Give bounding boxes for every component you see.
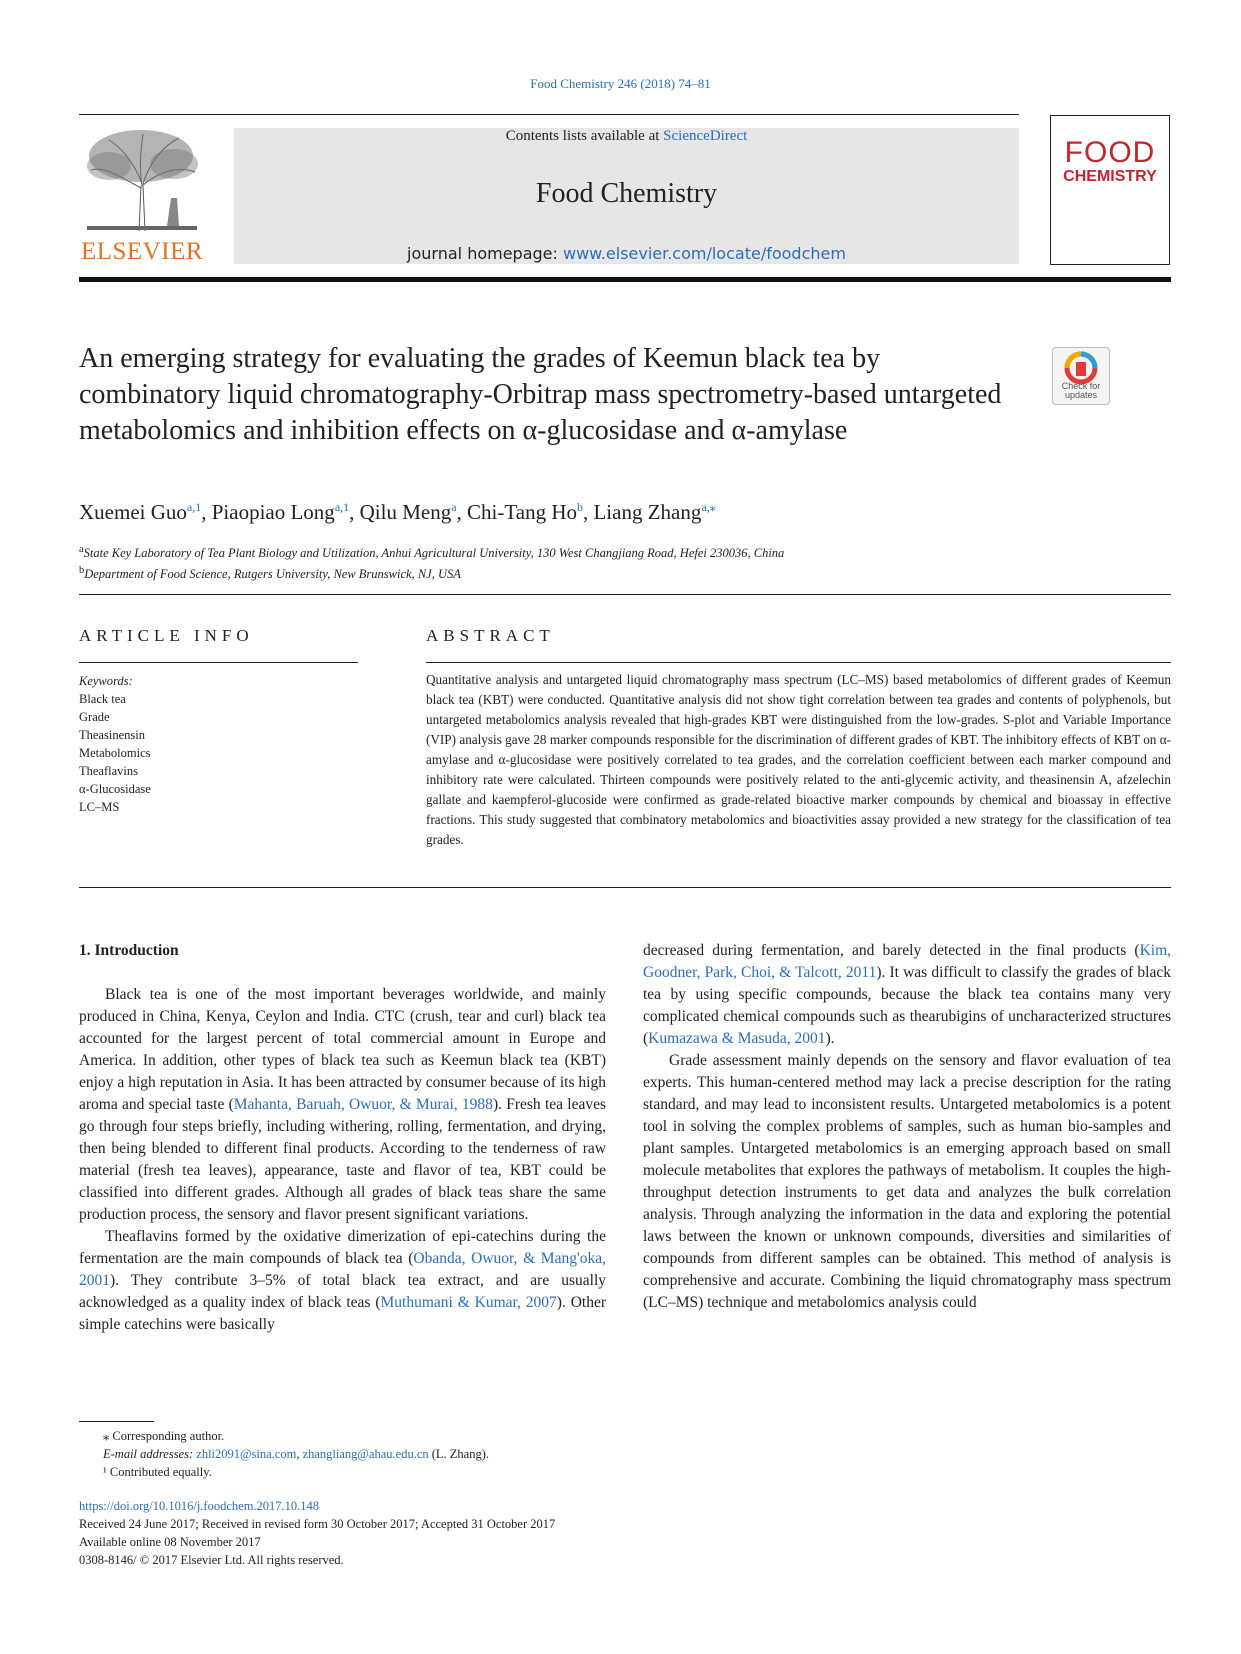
cover-chemistry-word: CHEMISTRY: [1063, 168, 1157, 185]
contributed-equally-note: ¹ Contributed equally.: [103, 1465, 212, 1479]
journal-header-band: [234, 128, 1019, 264]
keyword-item: LC–MS: [79, 800, 120, 814]
intro-paragraph-1: [79, 984, 606, 1226]
elsevier-wordmark: ELSEVIER: [80, 238, 204, 265]
journal-cover-thumbnail: [1050, 115, 1170, 265]
author-affiliation-mark[interactable]: a,1: [186, 500, 202, 514]
elsevier-logo: [79, 126, 205, 266]
abstract-heading: ABSTRACT: [426, 626, 555, 645]
affiliation: [79, 541, 784, 562]
paragraph-text: Theaflavins formed by the oxidative dimerization of epi-catechins during the fermentation are the main compounds of black tea (: [79, 1228, 606, 1267]
email-suffix: (L. Zhang).: [428, 1447, 490, 1461]
citation-link[interactable]: Muthumani & Kumar, 2007: [380, 1294, 557, 1311]
keyword-list: [79, 690, 151, 816]
author-affiliation-mark[interactable]: a,⁎: [701, 500, 716, 514]
keyword-item: Grade: [79, 710, 110, 724]
author-affiliation-mark[interactable]: a,1: [334, 500, 350, 514]
email-label: E-mail addresses:: [103, 1447, 197, 1461]
doi-link[interactable]: https://doi.org/10.1016/j.foodchem.2017.10.148: [79, 1499, 320, 1513]
citation-link[interactable]: Kumazawa & Masuda, 2001: [648, 1030, 826, 1047]
elsevier-tree-icon: [79, 126, 205, 236]
citation-link[interactable]: Mahanta, Baruah, Owuor, & Murai, 1988: [233, 1096, 493, 1113]
paragraph-text: ). Fresh tea leaves go through four steps briefly, including withering, rolling, fermentation, and drying, then being blended to different final products. According to the tenderness of raw material (fresh tea leaves), appearance, taste and flavor of tea, KBT could be classified into different grades. Although all grades of black teas share the same production process, the sensory and flavor present significant variations.: [79, 1096, 606, 1223]
journal-reference-link[interactable]: Food Chemistry 246 (2018) 74–81: [530, 76, 711, 91]
author-affiliation-mark[interactable]: b: [576, 500, 583, 514]
header-top-rule: [79, 114, 1019, 115]
author-affiliation-mark[interactable]: a: [451, 500, 457, 514]
section-heading-introduction: 1. Introduction: [79, 942, 179, 959]
homepage-label: journal homepage:: [407, 244, 563, 263]
author-name[interactable]: Piaopiao Long: [211, 500, 335, 524]
author-separator: ,: [349, 500, 360, 524]
affiliation-mark: b: [79, 565, 85, 577]
author-name[interactable]: Xuemei Guo: [79, 500, 187, 524]
paragraph-text: ). It was difficult to classify the grades of black tea by using specific compounds, because the black tea contains many very complicated chemical compounds such as thearubigins of uncharacterized structures (: [643, 964, 1172, 1047]
email-separator: ,: [296, 1447, 303, 1461]
cover-food-word: FOOD: [1064, 136, 1156, 169]
check-for-updates-badge[interactable]: [1052, 347, 1110, 405]
affiliation: [79, 562, 784, 583]
keyword-item: Theaflavins: [79, 764, 139, 778]
copyright-line: 0308-8146/ © 2017 Elsevier Ltd. All rights reserved.: [79, 1553, 344, 1567]
affiliation-mark: a: [79, 544, 84, 555]
author-separator: ,: [201, 500, 212, 524]
keyword-item: Black tea: [79, 692, 126, 706]
divider-rule: [79, 887, 1171, 888]
footnote-rule: [79, 1421, 154, 1422]
author-name[interactable]: Liang Zhang: [593, 500, 702, 524]
available-online-date: Available online 08 November 2017: [79, 1535, 261, 1549]
article-info-rule: [79, 662, 358, 663]
article-title: An emerging strategy for evaluating the grades of Keemun black tea by combinatory liquid chromatography-Orbitrap mass spectrometry-based untargeted metabolomics and inhibition effects on α-glucosidase and α-amylase: [79, 343, 1002, 446]
abstract-text: Quantitative analysis and untargeted liquid chromatography mass spectrum (LC–MS) based metabolomics of different grades of Keemun black tea (KBT) were conducted. Quantitative analysis did not show tight correlation between tea grades and contents of polyphenols, but untargeted metabolomics analysis revealed that high-grades KBT were distinguished from the low-grades. S-plot and Variable Importance (VIP) analysis gave 28 marker compounds responsible for the discrimination of different grades of KBT. The inhibitory effects of KBT on α-amylase and α-glucosidase were positively correlated to tea grades, and the correlation coefficient between each marker compound and inhibitory rate were calculated. Thirteen compounds were positively related to the anti-glycemic activity, and theasinensin A, afzelechin gallate and kaempferol-glucoside were confirmed as grade-related bioactive marker compounds by chemical and bioassay in effective fractions. This study suggested that combinatory metabolomics and bioactivities assay provided a new strategy for the classification of tea grades.: [426, 672, 1171, 847]
homepage-link[interactable]: www.elsevier.com/locate/foodchem: [563, 244, 846, 263]
citation-link[interactable]: Obanda, Owuor, & Mang'oka, 2001: [79, 1250, 606, 1289]
citation-link[interactable]: Kim, Goodner, Park, Choi, & Talcott, 2011: [643, 942, 1171, 981]
paragraph-text: ). Other simple catechins were basically: [79, 1294, 606, 1333]
paragraph-text: ). They contribute 3–5% of total black tea extract, and are usually acknowledged as a quality index of black teas (: [79, 1272, 606, 1311]
crossmark-label: Check for updates: [1061, 381, 1101, 400]
email-link-2[interactable]: zhangliang@ahau.edu.cn: [302, 1447, 429, 1461]
keywords-label: Keywords:: [79, 674, 133, 688]
paragraph-text: ).: [825, 1030, 835, 1047]
contents-label: Contents lists available at: [505, 128, 664, 144]
email-link-1[interactable]: zhli2091@sina.com: [196, 1447, 297, 1461]
corresponding-author-note: ⁎ Corresponding author.: [103, 1429, 225, 1443]
footnotes: [79, 1427, 489, 1481]
journal-homepage-line: [234, 244, 1019, 263]
affiliation-text: State Key Laboratory of Tea Plant Biology and Utilization, Anhui Agricultural University, 130 West Changjiang Road, Hefei 230036, China: [83, 546, 785, 561]
received-dates: Received 24 June 2017; Received in revised form 30 October 2017; Accepted 31 October 2017: [79, 1517, 556, 1531]
intro-paragraph-3: [643, 940, 1171, 1050]
journal-title: Food Chemistry: [535, 178, 718, 209]
affiliation-list: [79, 541, 784, 583]
author-separator: ,: [456, 500, 468, 524]
intro-paragraph-4: Grade assessment mainly depends on the sensory and flavor evaluation of tea experts. This human-centered method may lack a precise description for the rating standard, and may lead to inconsistent results. Untargeted metabolomics is a potent tool in solving the complex problems of samples, such as human bio-samples and plant samples. Untargeted metabolomics is an emerging approach based on small molecule metabolites that explores the pathways of metabolism. It couples the high-throughput detection instruments to get data and analyzes the bulk correlation analysis. Through analyzing the information in the data and exploring the potential laws between the known or unknown compounds, diversities and similarities of compounds from different samples can be obtained. This method of analysis is comprehensive and accurate. Combining the liquid chromatography mass spectrum (LC–MS) technique and metabolomics analysis could: [643, 1052, 1171, 1311]
contents-available-line: [234, 128, 1019, 145]
keyword-item: Theasinensin: [79, 728, 145, 742]
author-separator: ,: [582, 500, 594, 524]
author-list: [79, 500, 716, 525]
right-column: [643, 940, 1171, 1314]
sciencedirect-link[interactable]: ScienceDirect: [663, 128, 748, 144]
email-addresses: [79, 1445, 489, 1463]
keyword-item: Metabolomics: [79, 746, 151, 760]
article-info-heading: ARTICLE INFO: [79, 626, 254, 645]
paragraph-text: decreased during fermentation, and barely detected in the final products (: [643, 942, 1140, 959]
abstract-rule: [426, 662, 1171, 663]
intro-paragraph-2: [79, 1226, 606, 1336]
keywords-block: [79, 672, 151, 816]
author-name[interactable]: Qilu Meng: [359, 500, 452, 524]
affiliation-text: Department of Food Science, Rutgers University, New Brunswick, NJ, USA: [84, 567, 461, 582]
header-thick-rule: [79, 277, 1171, 282]
keyword-item: α-Glucosidase: [79, 782, 151, 796]
author-name[interactable]: Chi-Tang Ho: [467, 500, 577, 524]
publication-metadata: [79, 1497, 555, 1569]
left-column: [79, 984, 606, 1336]
paragraph-text: Black tea is one of the most important beverages worldwide, and mainly produced in China, Kenya, Ceylon and India. CTC (crush, tear and curl) black tea accounted for the largest percent of total commercial amount in Europe and America. In addition, other types of black tea such as Keemun black tea (KBT) enjoy a high reputation in Asia. It has been attracted by consumer because of its high aroma and special taste (: [79, 986, 606, 1113]
divider-rule: [79, 594, 1171, 595]
